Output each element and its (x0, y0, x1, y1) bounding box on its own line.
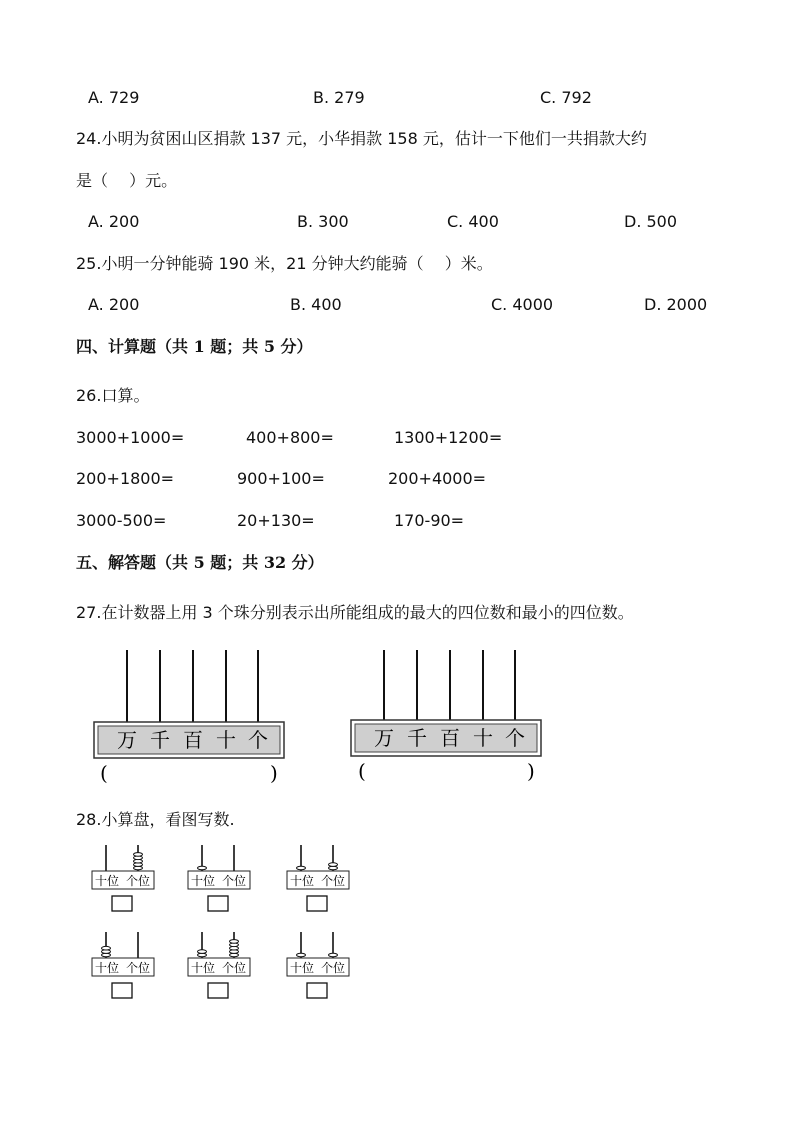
q26-item: 200+4000= (388, 469, 487, 488)
answer-box (112, 896, 132, 911)
bead (198, 866, 207, 870)
q25-option-c: C. 4000 (491, 295, 554, 314)
answer-box (112, 983, 132, 998)
place-label: 千 (150, 728, 170, 752)
ones-label: 个位 (221, 961, 247, 975)
q23-option-c: C. 792 (540, 88, 592, 107)
q27-question: 27.在计数器上用 3 个珠分别表示出所能组成的最大的四位数和最小的四位数。 (76, 603, 634, 622)
q24-option-c: C. 400 (447, 212, 499, 231)
q26-item: 400+800= (246, 428, 334, 447)
place-label: 百 (183, 728, 203, 752)
q25-option-a: A. 200 (88, 295, 140, 314)
place-label: 个 (505, 726, 525, 750)
section-4-heading: 四、计算题（共 1 题；共 5 分） (76, 337, 313, 356)
ones-label: 个位 (221, 874, 247, 888)
q25-option-b: B. 400 (290, 295, 342, 314)
q24-option-b: B. 300 (297, 212, 349, 231)
q26-title: 26.口算。 (76, 386, 150, 405)
q26-item: 3000+1000= (76, 428, 185, 447)
ones-label: 个位 (320, 961, 346, 975)
q28-question: 28.小算盘，看图写数. (76, 810, 235, 829)
q25-question: 25.小明一分钟能骑 190 米，21 分钟大约能骑（ ）米。 (76, 254, 493, 273)
answer-paren-close: ) (527, 759, 535, 783)
bead (230, 940, 239, 944)
tens-label: 十位 (190, 961, 216, 975)
place-label: 十 (473, 726, 493, 750)
tens-label: 十位 (94, 874, 120, 888)
bead (134, 853, 143, 857)
q26-item: 900+100= (237, 469, 325, 488)
bead (297, 866, 306, 870)
q26-item: 200+1800= (76, 469, 175, 488)
place-label: 千 (407, 726, 427, 750)
tens-label: 十位 (289, 874, 315, 888)
bead (198, 950, 207, 954)
q24-option-a: A. 200 (88, 212, 140, 231)
bead (329, 953, 338, 957)
q24-option-d: D. 500 (624, 212, 678, 231)
q24-question-line2: 是（ ）元。 (76, 171, 178, 190)
ones-label: 个位 (125, 961, 151, 975)
q26-item: 3000-500= (76, 511, 167, 530)
q24-question-line1: 24.小明为贫困山区捐款 137 元，小华捐款 158 元，估计一下他们一共捐款大约 (76, 129, 647, 148)
place-label: 百 (440, 726, 460, 750)
ones-label: 个位 (125, 874, 151, 888)
answer-box (208, 896, 228, 911)
bead (297, 953, 306, 957)
answer-paren-close: ) (270, 761, 278, 785)
answer-box (307, 896, 327, 911)
q23-option-a: A. 729 (88, 88, 140, 107)
answer-box (208, 983, 228, 998)
bead (102, 946, 111, 950)
q26-item: 1300+1200= (394, 428, 503, 447)
tens-label: 十位 (190, 874, 216, 888)
bead (329, 863, 338, 867)
ones-label: 个位 (320, 874, 346, 888)
place-label: 个 (248, 728, 268, 752)
place-label: 十 (216, 728, 236, 752)
answer-paren-open: ( (358, 759, 366, 783)
q26-item: 170-90= (394, 511, 465, 530)
tens-label: 十位 (289, 961, 315, 975)
q23-option-b: B. 279 (313, 88, 365, 107)
tens-label: 十位 (94, 961, 120, 975)
section-5-heading: 五、解答题（共 5 题；共 32 分） (76, 553, 324, 572)
q25-option-d: D. 2000 (644, 295, 708, 314)
answer-paren-open: ( (100, 761, 108, 785)
place-label: 万 (117, 728, 137, 752)
place-label: 万 (374, 726, 394, 750)
q26-item: 20+130= (237, 511, 315, 530)
answer-box (307, 983, 327, 998)
